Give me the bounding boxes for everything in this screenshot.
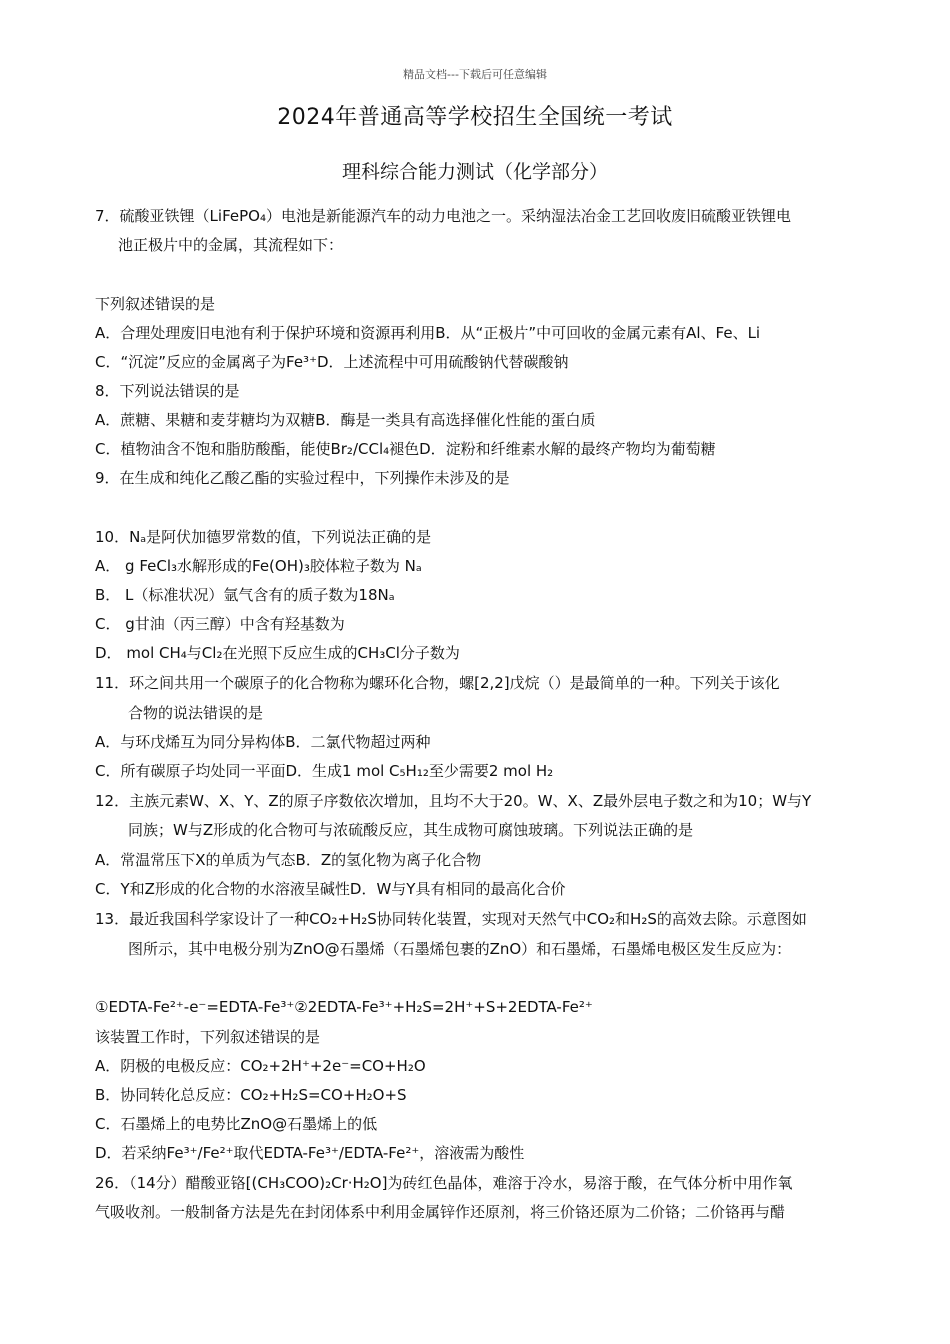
- text-line: 7．硫酸亚铁锂（LiFePO₄）电池是新能源汽车的动力电池之一。采纳湿法冶金工艺回收废旧硫酸亚铁锂电: [95, 207, 791, 225]
- text-line: ①EDTA-Fe²⁺-e⁻=EDTA-Fe³⁺②2EDTA-Fe³⁺+H₂S=2H⁺+S+2EDTA-Fe²⁺: [95, 998, 593, 1016]
- text-line: 10．Nₐ是阿伏加德罗常数的值，下列说法正确的是: [95, 528, 432, 546]
- text-line: A．常温常压下X的单质为气态B．Z的氢化物为离子化合物: [95, 851, 482, 869]
- text-line: 11．环之间共用一个碳原子的化合物称为螺环化合物，螺[2,2]戊烷（）是最简单的一种。下列关于该化: [95, 674, 780, 692]
- text-line: 同族；W与Z形成的化合物可与浓硫酸反应，其生成物可腐蚀玻璃。下列说法正确的是: [128, 821, 694, 839]
- text-line: 26．（14分）醋酸亚铬[(CH₃COO)₂Cr·H₂O]为砖红色晶体，难溶于冷水，易溶于酸，在气体分析中用作氧: [95, 1174, 793, 1192]
- text-line: A．合理处理废旧电池有利于保护环境和资源再利用B．从“正极片”中可回收的金属元素有Al、Fe、Li: [95, 324, 761, 342]
- text-line: 合物的说法错误的是: [128, 704, 264, 722]
- page-subtitle: 理科综合能力测试（化学部分）: [341, 161, 608, 183]
- text-line: 该装置工作时，下列叙述错误的是: [95, 1028, 321, 1046]
- text-line: A．阴极的电极反应：CO₂+2H⁺+2e⁻=CO+H₂O: [95, 1057, 426, 1075]
- text-line: C．“沉淀”反应的金属离子为Fe³⁺D．上述流程中可用硫酸钠代替碳酸钠: [95, 353, 569, 371]
- text-line: B．协同转化总反应：CO₂+H₂S=CO+H₂O+S: [95, 1086, 407, 1104]
- text-line: C．所有碳原子均处同一平面D．生成1 mol C₅H₁₂至少需要2 mol H₂: [95, 762, 554, 780]
- text-line: 12．主族元素W、X、Y、Z的原子序数依次增加，且均不大于20。W、X、Z最外层电子数之和为10；W与Y: [95, 792, 812, 810]
- text-line: A． g FeCl₃水解形成的Fe(OH)₃胶体粒子数为 Nₐ: [95, 557, 422, 575]
- text-line: A．蔗糖、果糖和麦芽糖均为双糖B．酶是一类具有高选择催化性能的蛋白质: [95, 411, 596, 429]
- page-title: 2024年普通高等学校招生全国统一考试: [277, 105, 673, 130]
- text-line: D．若采纳Fe³⁺/Fe²⁺取代EDTA-Fe³⁺/EDTA-Fe²⁺，溶液需为酸性: [95, 1144, 525, 1162]
- text-line: A．与环戊烯互为同分异构体B．二氯代物超过两种: [95, 733, 431, 751]
- text-line: D． mol CH₄与Cl₂在光照下反应生成的CH₃Cl分子数为: [95, 644, 460, 662]
- text-line: C．石墨烯上的电势比ZnO@石墨烯上的低: [95, 1115, 378, 1133]
- text-line: C．植物油含不饱和脂肪酸酯，能使Br₂/CCl₄褪色D．淀粉和纤维素水解的最终产物均为葡萄糖: [95, 440, 716, 458]
- text-line: 13．最近我国科学家设计了一种CO₂+H₂S协同转化装置，实现对天然气中CO₂和H₂S的高效去除。示意图如: [95, 910, 807, 928]
- text-line: 图所示，其中电极分别为ZnO@石墨烯（石墨烯包裹的ZnO）和石墨烯，石墨烯电极区发生反应为：: [128, 940, 792, 958]
- text-line: B． L（标准状况）氩气含有的质子数为18Nₐ: [95, 586, 395, 604]
- text-line: C．Y和Z形成的化合物的水溶液呈碱性D．W与Y具有相同的最高化合价: [95, 880, 566, 898]
- header-note: 精品文档---下载后可任意编辑: [403, 68, 547, 81]
- text-line: 9．在生成和纯化乙酸乙酯的实验过程中，下列操作未涉及的是: [95, 469, 510, 487]
- text-line: 8．下列说法错误的是: [95, 382, 240, 400]
- text-line: 气吸收剂。一般制备方法是先在封闭体系中利用金属锌作还原剂，将三价铬还原为二价铬；二价铬再与醋: [95, 1203, 786, 1221]
- text-line: 下列叙述错误的是: [95, 295, 216, 313]
- text-line: 池正极片中的金属，其流程如下：: [118, 236, 344, 254]
- text-line: C． g甘油（丙三醇）中含有羟基数为: [95, 615, 345, 633]
